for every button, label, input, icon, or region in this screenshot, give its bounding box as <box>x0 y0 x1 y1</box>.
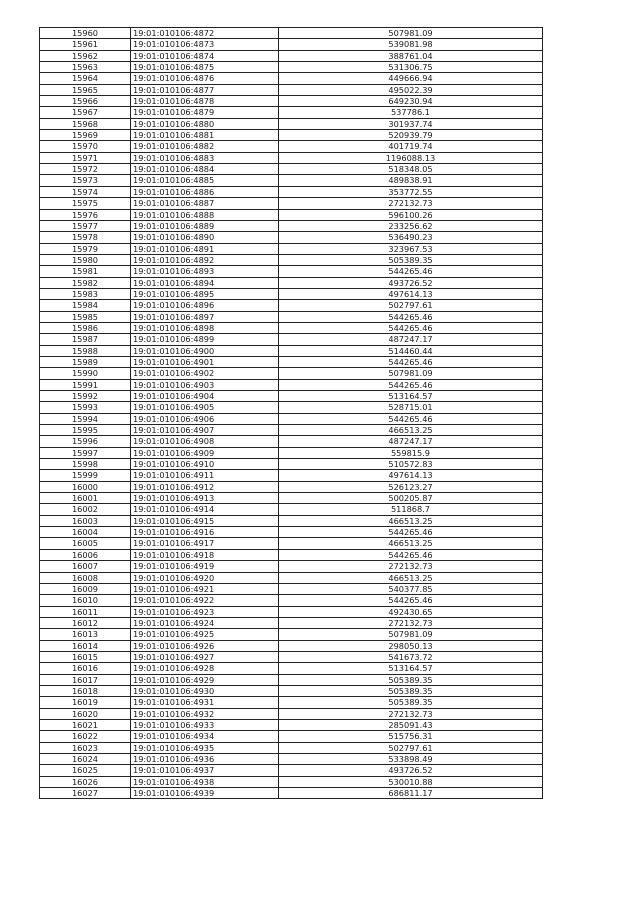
value-cell: 487247.17 <box>279 334 543 345</box>
row-number-cell: 16004 <box>40 527 131 538</box>
cadastral-number-cell: 19:01:010106:4884 <box>131 164 279 175</box>
row-number-cell: 15963 <box>40 62 131 73</box>
data-table <box>39 27 543 799</box>
value-cell: 1196088.13 <box>279 152 543 163</box>
table-row <box>40 742 543 753</box>
table-row <box>40 470 543 481</box>
cadastral-number-cell: 19:01:010106:4898 <box>131 322 279 333</box>
cadastral-number-cell: 19:01:010106:4877 <box>131 84 279 95</box>
table-row <box>40 527 543 538</box>
row-number-cell: 16015 <box>40 651 131 662</box>
cadastral-number-cell: 19:01:010106:4933 <box>131 719 279 730</box>
table-row <box>40 788 543 799</box>
value-cell: 507981.09 <box>279 368 543 379</box>
value-cell: 513164.57 <box>279 391 543 402</box>
cadastral-number-cell: 19:01:010106:4915 <box>131 515 279 526</box>
value-cell: 507981.09 <box>279 629 543 640</box>
table-row <box>40 754 543 765</box>
table-row <box>40 776 543 787</box>
table-row <box>40 493 543 504</box>
table-row <box>40 617 543 628</box>
value-cell: 493726.52 <box>279 765 543 776</box>
cadastral-number-cell: 19:01:010106:4893 <box>131 266 279 277</box>
table-row <box>40 379 543 390</box>
table-row <box>40 413 543 424</box>
table-row <box>40 685 543 696</box>
value-cell: 526123.27 <box>279 481 543 492</box>
row-number-cell: 16024 <box>40 754 131 765</box>
table-row <box>40 50 543 61</box>
cadastral-number-cell: 19:01:010106:4930 <box>131 685 279 696</box>
table-row <box>40 334 543 345</box>
table-row <box>40 322 543 333</box>
value-cell: 515756.31 <box>279 731 543 742</box>
table-row <box>40 708 543 719</box>
row-number-cell: 15976 <box>40 209 131 220</box>
value-cell: 500205.87 <box>279 493 543 504</box>
cadastral-number-cell: 19:01:010106:4931 <box>131 697 279 708</box>
table-row <box>40 288 543 299</box>
value-cell: 272132.73 <box>279 617 543 628</box>
cadastral-number-cell: 19:01:010106:4926 <box>131 640 279 651</box>
value-cell: 505389.35 <box>279 254 543 265</box>
row-number-cell: 15981 <box>40 266 131 277</box>
table-row <box>40 402 543 413</box>
row-number-cell: 16018 <box>40 685 131 696</box>
cadastral-number-cell: 19:01:010106:4905 <box>131 402 279 413</box>
value-cell: 388761.04 <box>279 50 543 61</box>
row-number-cell: 15965 <box>40 84 131 95</box>
row-number-cell: 15973 <box>40 175 131 186</box>
table-row <box>40 640 543 651</box>
value-cell: 505389.35 <box>279 697 543 708</box>
value-cell: 497614.13 <box>279 470 543 481</box>
row-number-cell: 16005 <box>40 538 131 549</box>
table-row <box>40 118 543 129</box>
row-number-cell: 16000 <box>40 481 131 492</box>
value-cell: 505389.35 <box>279 685 543 696</box>
cadastral-number-cell: 19:01:010106:4927 <box>131 651 279 662</box>
row-number-cell: 16020 <box>40 708 131 719</box>
value-cell: 502797.61 <box>279 742 543 753</box>
row-number-cell: 15978 <box>40 232 131 243</box>
table-row <box>40 220 543 231</box>
value-cell: 497614.13 <box>279 288 543 299</box>
cadastral-number-cell: 19:01:010106:4901 <box>131 356 279 367</box>
cadastral-number-cell: 19:01:010106:4936 <box>131 754 279 765</box>
table-row <box>40 504 543 515</box>
row-number-cell: 16012 <box>40 617 131 628</box>
cadastral-number-cell: 19:01:010106:4937 <box>131 765 279 776</box>
cadastral-number-cell: 19:01:010106:4892 <box>131 254 279 265</box>
table-row <box>40 277 543 288</box>
table-row <box>40 243 543 254</box>
table-row <box>40 561 543 572</box>
cadastral-number-cell: 19:01:010106:4879 <box>131 107 279 118</box>
table-row <box>40 651 543 662</box>
row-number-cell: 15985 <box>40 311 131 322</box>
cadastral-number-cell: 19:01:010106:4920 <box>131 572 279 583</box>
value-cell: 514460.44 <box>279 345 543 356</box>
cadastral-number-cell: 19:01:010106:4928 <box>131 663 279 674</box>
row-number-cell: 15986 <box>40 322 131 333</box>
value-cell: 510572.83 <box>279 459 543 470</box>
cadastral-number-cell: 19:01:010106:4874 <box>131 50 279 61</box>
cadastral-number-cell: 19:01:010106:4889 <box>131 220 279 231</box>
cadastral-number-cell: 19:01:010106:4909 <box>131 447 279 458</box>
row-number-cell: 16021 <box>40 719 131 730</box>
row-number-cell: 15966 <box>40 96 131 107</box>
table-row <box>40 254 543 265</box>
cadastral-number-cell: 19:01:010106:4916 <box>131 527 279 538</box>
value-cell: 298050.13 <box>279 640 543 651</box>
row-number-cell: 16027 <box>40 788 131 799</box>
row-number-cell: 16013 <box>40 629 131 640</box>
value-cell: 272132.73 <box>279 708 543 719</box>
value-cell: 233256.62 <box>279 220 543 231</box>
table-row <box>40 515 543 526</box>
row-number-cell: 16002 <box>40 504 131 515</box>
table-row <box>40 186 543 197</box>
cadastral-number-cell: 19:01:010106:4902 <box>131 368 279 379</box>
row-number-cell: 16026 <box>40 776 131 787</box>
cadastral-number-cell: 19:01:010106:4890 <box>131 232 279 243</box>
cadastral-number-cell: 19:01:010106:4891 <box>131 243 279 254</box>
table-row <box>40 141 543 152</box>
row-number-cell: 16025 <box>40 765 131 776</box>
table-row <box>40 175 543 186</box>
cadastral-number-cell: 19:01:010106:4896 <box>131 300 279 311</box>
cadastral-number-cell: 19:01:010106:4925 <box>131 629 279 640</box>
row-number-cell: 15990 <box>40 368 131 379</box>
value-cell: 466513.25 <box>279 515 543 526</box>
row-number-cell: 15996 <box>40 436 131 447</box>
value-cell: 449666.94 <box>279 73 543 84</box>
cadastral-number-cell: 19:01:010106:4935 <box>131 742 279 753</box>
cadastral-number-cell: 19:01:010106:4900 <box>131 345 279 356</box>
value-cell: 686811.17 <box>279 788 543 799</box>
table-row <box>40 606 543 617</box>
value-cell: 544265.46 <box>279 527 543 538</box>
table-row <box>40 266 543 277</box>
value-cell: 466513.25 <box>279 425 543 436</box>
cadastral-number-cell: 19:01:010106:4938 <box>131 776 279 787</box>
value-cell: 531306.75 <box>279 62 543 73</box>
value-cell: 466513.25 <box>279 538 543 549</box>
value-cell: 466513.25 <box>279 572 543 583</box>
cadastral-number-cell: 19:01:010106:4934 <box>131 731 279 742</box>
row-number-cell: 15987 <box>40 334 131 345</box>
value-cell: 301937.74 <box>279 118 543 129</box>
cadastral-number-cell: 19:01:010106:4899 <box>131 334 279 345</box>
table-row <box>40 436 543 447</box>
cadastral-number-cell: 19:01:010106:4895 <box>131 288 279 299</box>
table-row <box>40 481 543 492</box>
row-number-cell: 16011 <box>40 606 131 617</box>
row-number-cell: 15975 <box>40 198 131 209</box>
row-number-cell: 15992 <box>40 391 131 402</box>
table-row <box>40 232 543 243</box>
row-number-cell: 15970 <box>40 141 131 152</box>
row-number-cell: 15974 <box>40 186 131 197</box>
value-cell: 492430.65 <box>279 606 543 617</box>
row-number-cell: 16023 <box>40 742 131 753</box>
row-number-cell: 15979 <box>40 243 131 254</box>
value-cell: 533898.49 <box>279 754 543 765</box>
cadastral-number-cell: 19:01:010106:4888 <box>131 209 279 220</box>
row-number-cell: 15983 <box>40 288 131 299</box>
value-cell: 536490.23 <box>279 232 543 243</box>
table-row <box>40 84 543 95</box>
value-cell: 285091.43 <box>279 719 543 730</box>
table-row <box>40 425 543 436</box>
row-number-cell: 16007 <box>40 561 131 572</box>
cadastral-number-cell: 19:01:010106:4906 <box>131 413 279 424</box>
table-row <box>40 765 543 776</box>
cadastral-number-cell: 19:01:010106:4885 <box>131 175 279 186</box>
row-number-cell: 15960 <box>40 28 131 39</box>
row-number-cell: 16016 <box>40 663 131 674</box>
row-number-cell: 15964 <box>40 73 131 84</box>
cadastral-number-cell: 19:01:010106:4922 <box>131 595 279 606</box>
value-cell: 520939.79 <box>279 130 543 141</box>
cadastral-number-cell: 19:01:010106:4873 <box>131 39 279 50</box>
value-cell: 544265.46 <box>279 356 543 367</box>
table-row <box>40 28 543 39</box>
table-row <box>40 152 543 163</box>
table-row <box>40 583 543 594</box>
row-number-cell: 15993 <box>40 402 131 413</box>
table-row <box>40 368 543 379</box>
table-row <box>40 674 543 685</box>
row-number-cell: 15994 <box>40 413 131 424</box>
cadastral-number-cell: 19:01:010106:4887 <box>131 198 279 209</box>
value-cell: 489838.91 <box>279 175 543 186</box>
row-number-cell: 16014 <box>40 640 131 651</box>
cadastral-number-cell: 19:01:010106:4912 <box>131 481 279 492</box>
value-cell: 544265.46 <box>279 549 543 560</box>
value-cell: 487247.17 <box>279 436 543 447</box>
cadastral-number-cell: 19:01:010106:4911 <box>131 470 279 481</box>
cadastral-number-cell: 19:01:010106:4872 <box>131 28 279 39</box>
value-cell: 513164.57 <box>279 663 543 674</box>
cadastral-number-cell: 19:01:010106:4929 <box>131 674 279 685</box>
table-row <box>40 39 543 50</box>
cadastral-number-cell: 19:01:010106:4903 <box>131 379 279 390</box>
value-cell: 495022.39 <box>279 84 543 95</box>
cadastral-number-cell: 19:01:010106:4880 <box>131 118 279 129</box>
cadastral-number-cell: 19:01:010106:4897 <box>131 311 279 322</box>
cadastral-number-cell: 19:01:010106:4917 <box>131 538 279 549</box>
table-row <box>40 719 543 730</box>
cadastral-number-cell: 19:01:010106:4886 <box>131 186 279 197</box>
value-cell: 537786.1 <box>279 107 543 118</box>
value-cell: 544265.46 <box>279 266 543 277</box>
table-row <box>40 209 543 220</box>
row-number-cell: 15962 <box>40 50 131 61</box>
cadastral-number-cell: 19:01:010106:4894 <box>131 277 279 288</box>
table-row <box>40 663 543 674</box>
row-number-cell: 15999 <box>40 470 131 481</box>
table-row <box>40 595 543 606</box>
row-number-cell: 15968 <box>40 118 131 129</box>
row-number-cell: 15967 <box>40 107 131 118</box>
cadastral-number-cell: 19:01:010106:4932 <box>131 708 279 719</box>
row-number-cell: 15982 <box>40 277 131 288</box>
value-cell: 544265.46 <box>279 413 543 424</box>
value-cell: 528715.01 <box>279 402 543 413</box>
value-cell: 323967.53 <box>279 243 543 254</box>
table-row <box>40 311 543 322</box>
value-cell: 272132.73 <box>279 198 543 209</box>
row-number-cell: 16009 <box>40 583 131 594</box>
value-cell: 272132.73 <box>279 561 543 572</box>
cadastral-number-cell: 19:01:010106:4913 <box>131 493 279 504</box>
row-number-cell: 16010 <box>40 595 131 606</box>
row-number-cell: 15991 <box>40 379 131 390</box>
cadastral-number-cell: 19:01:010106:4914 <box>131 504 279 515</box>
value-cell: 401719.74 <box>279 141 543 152</box>
row-number-cell: 15972 <box>40 164 131 175</box>
table-row <box>40 62 543 73</box>
cadastral-number-cell: 19:01:010106:4875 <box>131 62 279 73</box>
row-number-cell: 16008 <box>40 572 131 583</box>
row-number-cell: 16022 <box>40 731 131 742</box>
table-body <box>40 28 543 799</box>
cadastral-number-cell: 19:01:010106:4924 <box>131 617 279 628</box>
value-cell: 540377.85 <box>279 583 543 594</box>
row-number-cell: 15998 <box>40 459 131 470</box>
table-row <box>40 96 543 107</box>
row-number-cell: 15984 <box>40 300 131 311</box>
value-cell: 353772.55 <box>279 186 543 197</box>
table-row <box>40 549 543 560</box>
row-number-cell: 15969 <box>40 130 131 141</box>
table-row <box>40 629 543 640</box>
table-row <box>40 73 543 84</box>
cadastral-number-cell: 19:01:010106:4904 <box>131 391 279 402</box>
value-cell: 544265.46 <box>279 379 543 390</box>
table-row <box>40 130 543 141</box>
cadastral-number-cell: 19:01:010106:4881 <box>131 130 279 141</box>
cadastral-number-cell: 19:01:010106:4883 <box>131 152 279 163</box>
cadastral-number-cell: 19:01:010106:4921 <box>131 583 279 594</box>
value-cell: 649230.94 <box>279 96 543 107</box>
value-cell: 511868.7 <box>279 504 543 515</box>
table-row <box>40 198 543 209</box>
table-row <box>40 697 543 708</box>
table-row <box>40 356 543 367</box>
cadastral-number-cell: 19:01:010106:4919 <box>131 561 279 572</box>
value-cell: 502797.61 <box>279 300 543 311</box>
cadastral-number-cell: 19:01:010106:4910 <box>131 459 279 470</box>
value-cell: 530010.88 <box>279 776 543 787</box>
table-row <box>40 731 543 742</box>
value-cell: 539081.98 <box>279 39 543 50</box>
row-number-cell: 15997 <box>40 447 131 458</box>
table-row <box>40 572 543 583</box>
row-number-cell: 15977 <box>40 220 131 231</box>
value-cell: 541673.72 <box>279 651 543 662</box>
value-cell: 518348.05 <box>279 164 543 175</box>
cadastral-number-cell: 19:01:010106:4882 <box>131 141 279 152</box>
row-number-cell: 15988 <box>40 345 131 356</box>
table-row <box>40 300 543 311</box>
value-cell: 559815.9 <box>279 447 543 458</box>
row-number-cell: 16003 <box>40 515 131 526</box>
row-number-cell: 15980 <box>40 254 131 265</box>
cadastral-number-cell: 19:01:010106:4878 <box>131 96 279 107</box>
row-number-cell: 15961 <box>40 39 131 50</box>
cadastral-number-cell: 19:01:010106:4907 <box>131 425 279 436</box>
row-number-cell: 16017 <box>40 674 131 685</box>
table-row <box>40 345 543 356</box>
table-row <box>40 107 543 118</box>
row-number-cell: 16006 <box>40 549 131 560</box>
row-number-cell: 16001 <box>40 493 131 504</box>
table-row <box>40 538 543 549</box>
cadastral-number-cell: 19:01:010106:4918 <box>131 549 279 560</box>
table-row <box>40 447 543 458</box>
cadastral-number-cell: 19:01:010106:4876 <box>131 73 279 84</box>
value-cell: 505389.35 <box>279 674 543 685</box>
cadastral-number-cell: 19:01:010106:4939 <box>131 788 279 799</box>
table-row <box>40 391 543 402</box>
value-cell: 596100.26 <box>279 209 543 220</box>
cadastral-number-cell: 19:01:010106:4923 <box>131 606 279 617</box>
value-cell: 544265.46 <box>279 311 543 322</box>
row-number-cell: 15989 <box>40 356 131 367</box>
row-number-cell: 15995 <box>40 425 131 436</box>
table-row <box>40 164 543 175</box>
table-row <box>40 459 543 470</box>
value-cell: 507981.09 <box>279 28 543 39</box>
row-number-cell: 15971 <box>40 152 131 163</box>
value-cell: 493726.52 <box>279 277 543 288</box>
value-cell: 544265.46 <box>279 595 543 606</box>
row-number-cell: 16019 <box>40 697 131 708</box>
value-cell: 544265.46 <box>279 322 543 333</box>
cadastral-number-cell: 19:01:010106:4908 <box>131 436 279 447</box>
